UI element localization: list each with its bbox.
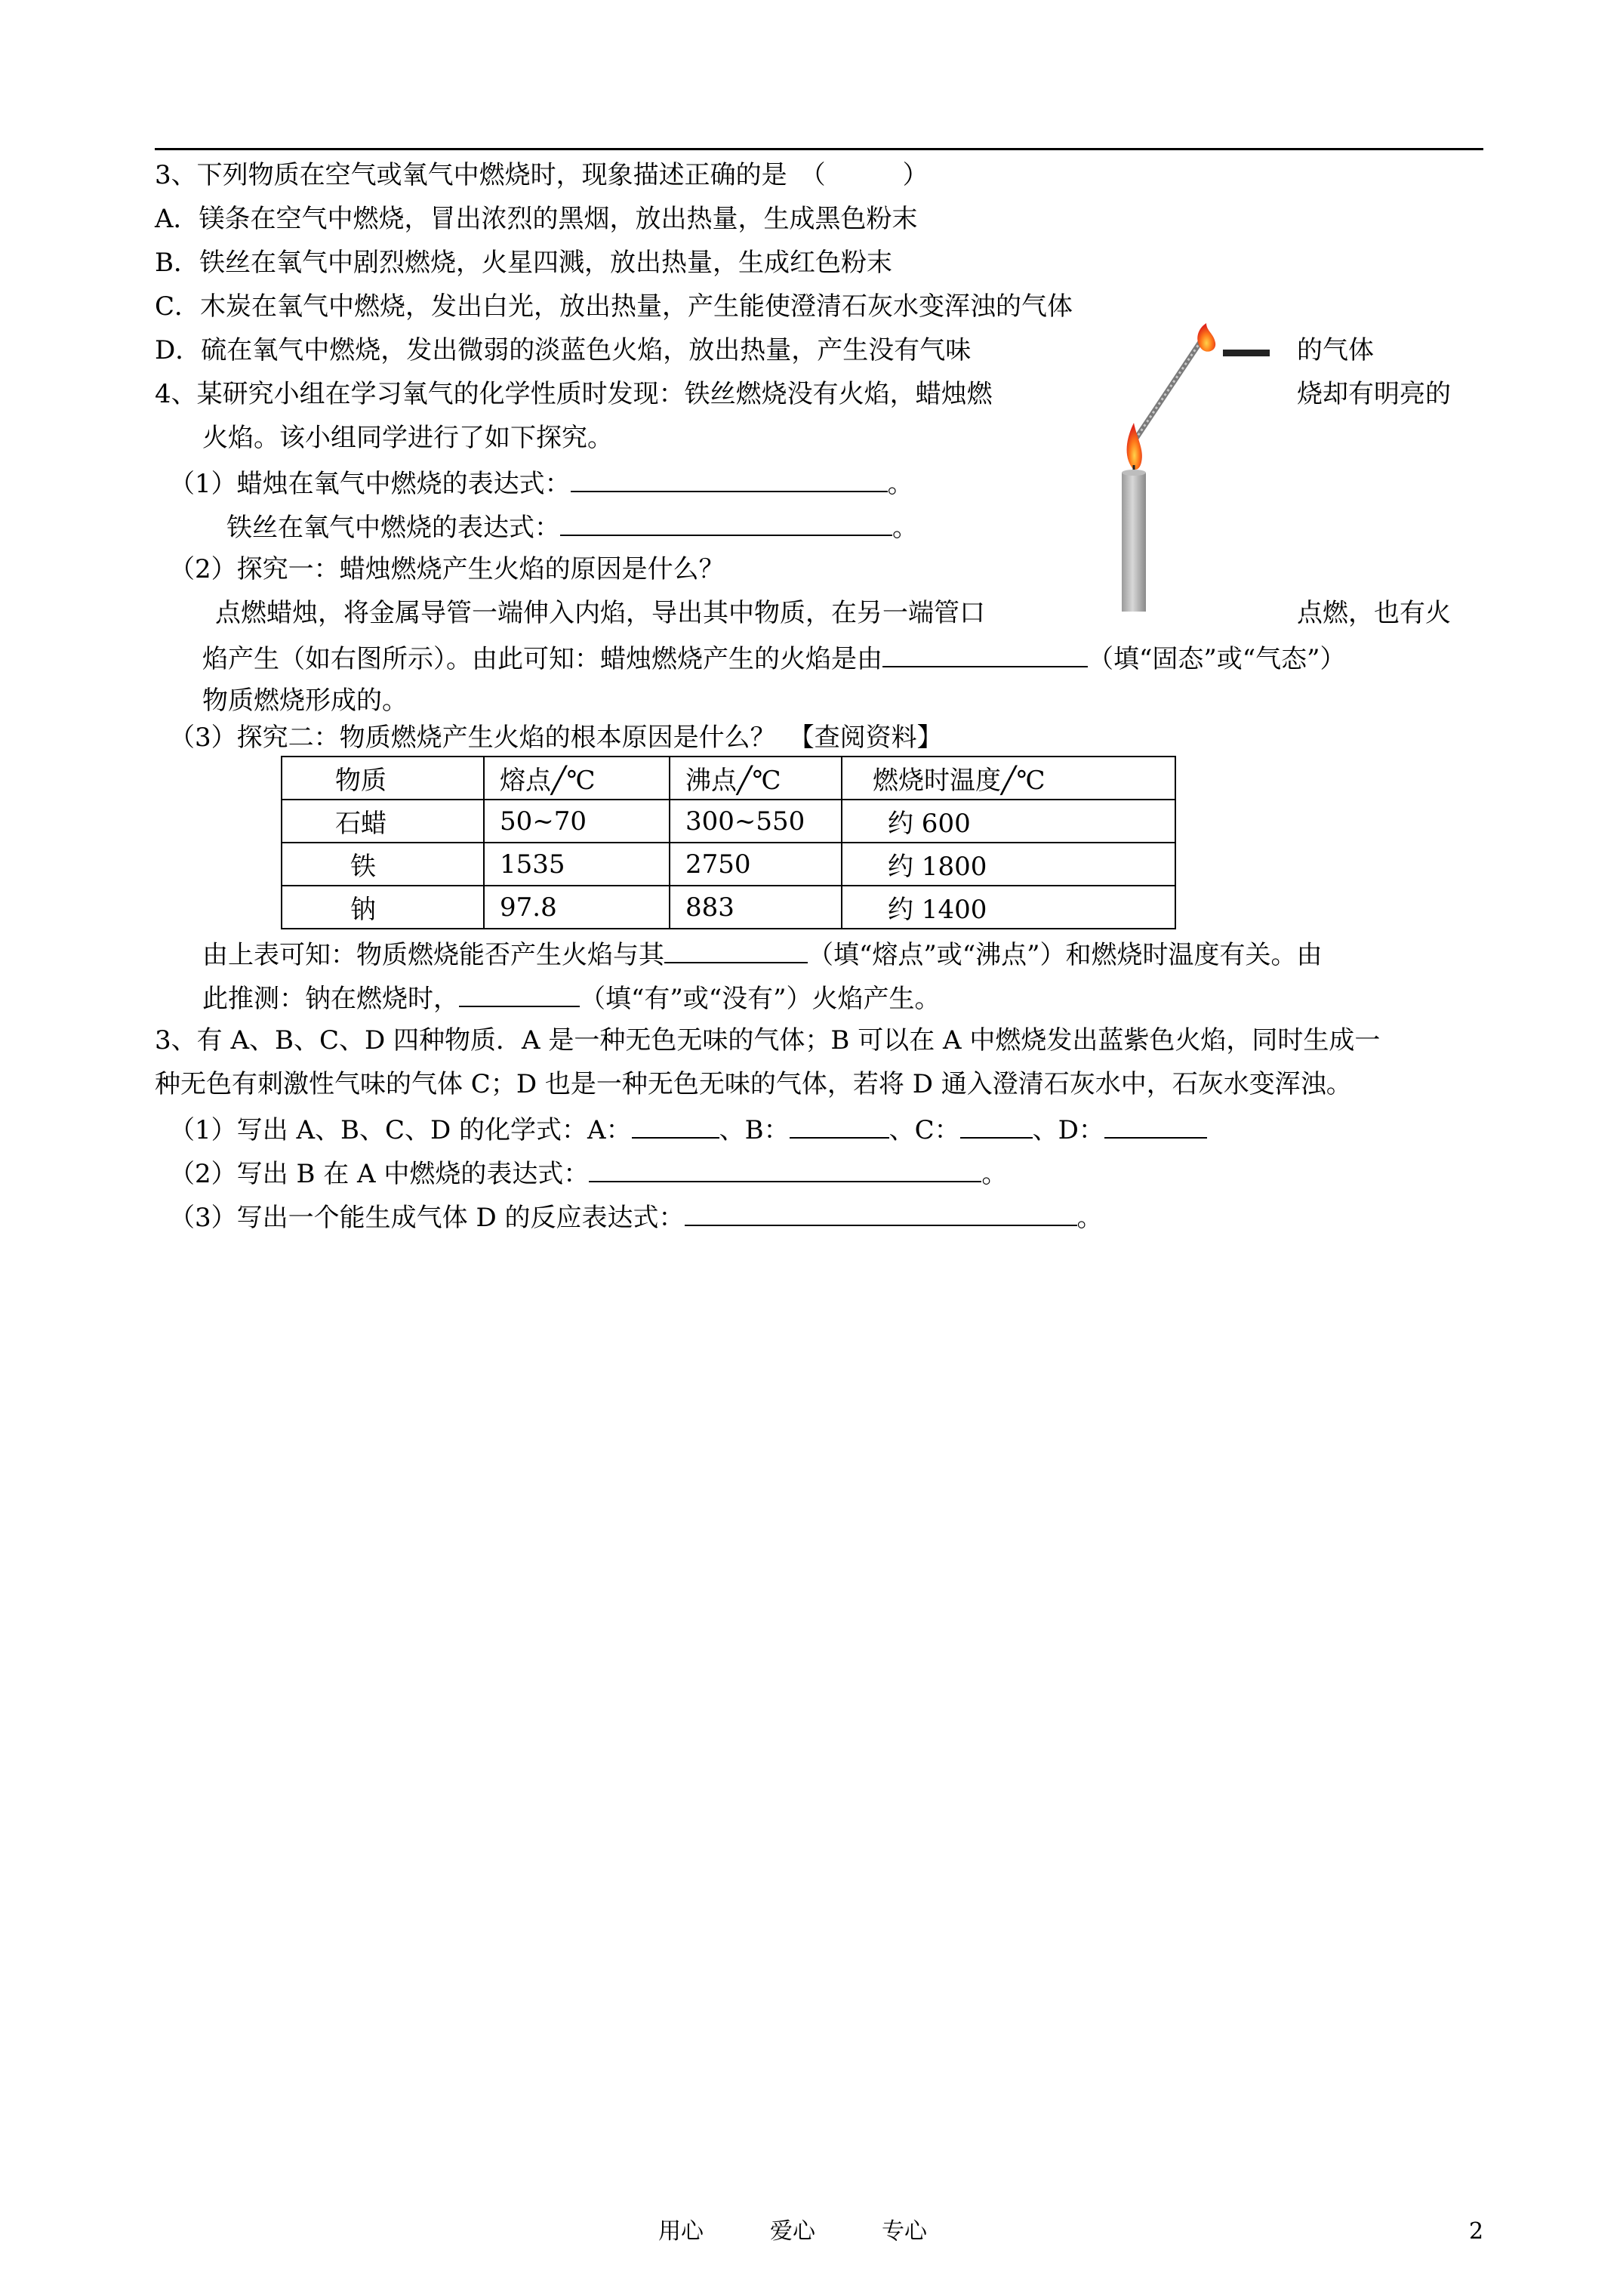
q4-sodium-flame-blank[interactable] <box>459 980 580 1007</box>
q5-part3-answer-blank[interactable] <box>685 1199 1077 1226</box>
q5-part3 <box>169 1199 1103 1234</box>
table-cell: 50~70 <box>484 800 670 843</box>
period: 。 <box>887 469 913 499</box>
q5-part2-answer-blank[interactable] <box>589 1155 981 1182</box>
table-row <box>282 843 1175 886</box>
table-cell: 2750 <box>670 843 842 886</box>
properties-table <box>281 756 1176 929</box>
metal-tube <box>1132 340 1270 444</box>
period: 。 <box>1076 1203 1103 1233</box>
table-header-row <box>282 757 1175 800</box>
q5-part2-label: （2）写出 B 在 A 中燃烧的表达式： <box>169 1159 590 1189</box>
q3-option-d: D．硫在氧气中燃烧，发出微弱的淡蓝色火焰，放出热量，产生没有气味 <box>155 335 972 365</box>
table-cell: 石蜡 <box>282 800 484 843</box>
table-row <box>282 886 1175 929</box>
q5-formula-b-blank[interactable] <box>790 1111 889 1139</box>
footer-item: 专心 <box>882 2218 927 2245</box>
candle-body <box>1122 470 1146 612</box>
q4-part2-title: （2）探究一：蜡烛燃烧产生火焰的原因是什么？ <box>169 554 725 584</box>
q3-option-d-end: 的气体 <box>1297 335 1374 365</box>
q4-conclusion-text-a: 由上表可知：物质燃烧能否产生火焰与其 <box>202 940 664 970</box>
q4-part1-candle-label: （1）蜡烛在氧气中燃烧的表达式： <box>169 469 571 499</box>
q4-stem-continued: 火焰。该小组同学进行了如下探究。 <box>202 423 613 453</box>
table-row <box>282 800 1175 843</box>
q4-conclusion-line1 <box>202 936 1323 972</box>
table-header-cell: 燃烧时温度╱℃ <box>842 757 1175 800</box>
q4-stem-start: 4、某研究小组在学习氧气的化学性质时发现：铁丝燃烧没有火焰，蜡烛燃 <box>155 379 993 409</box>
q4-part1-candle-answer-blank[interactable] <box>571 465 888 492</box>
period: 。 <box>981 1159 1008 1189</box>
q4-part2-text-e: 物质燃烧形成的。 <box>202 686 408 716</box>
footer-item: 用心 <box>658 2218 704 2245</box>
q3-option-b: B．铁丝在氧气中剧烈燃烧，火星四溅，放出热量，生成红色粉末 <box>155 248 892 278</box>
q3-option-c: C．木炭在氧气中燃烧，发出白光，放出热量，产生能使澄清石灰水变浑浊的气体 <box>155 291 1073 322</box>
candle-tube-figure <box>1110 317 1291 619</box>
q4-part2-line2 <box>202 640 1346 676</box>
q5-formula-c-blank[interactable] <box>960 1111 1033 1139</box>
q4-part3-title: （3）探究二：物质燃烧产生火焰的根本原因是什么？ 【查阅资料】 <box>169 723 943 753</box>
q4-conclusion-text-c: 此推测：钠在燃烧时， <box>202 984 459 1014</box>
q4-part2-text-b: 点燃，也有火 <box>1297 598 1451 628</box>
table-cell: 883 <box>670 886 842 929</box>
q5-formula-d-blank[interactable] <box>1104 1111 1207 1139</box>
table-cell: 约 600 <box>842 800 1175 843</box>
table-cell: 约 1800 <box>842 843 1175 886</box>
period: 。 <box>892 513 918 543</box>
page-number: 2 <box>1469 2218 1484 2245</box>
q4-part1-iron-answer-blank[interactable] <box>560 509 892 536</box>
q3-option-a: A．镁条在空气中燃烧，冒出浓烈的黑烟，放出热量，生成黑色粉末 <box>155 204 918 234</box>
table-cell: 约 1400 <box>842 886 1175 929</box>
q3-stem: 3、下列物质在空气或氧气中燃烧时，现象描述正确的是 （ ） <box>155 160 929 190</box>
q4-part2-text-c: 焰产生（如右图所示）。由此可知：蜡烛燃烧产生的火焰是由 <box>202 644 882 674</box>
q5-part2 <box>169 1155 1007 1191</box>
table-header-cell: 物质 <box>282 757 484 800</box>
q5-stem-line2: 种无色有刺激性气味的气体 C；D 也是一种无色无味的气体，若将 D 通入澄清石灰水中，石灰水变浑浊。 <box>155 1069 1352 1099</box>
q5-sep-c: 、C： <box>888 1115 960 1145</box>
q4-conclusion-text-b: （填“熔点”或“沸点”）和燃烧时温度有关。由 <box>808 940 1323 970</box>
q4-conclusion-line2 <box>202 980 941 1015</box>
q5-part1-label: （1）写出 A、B、C、D 的化学式：A： <box>169 1115 632 1145</box>
q4-part1-candle <box>169 465 913 501</box>
tube-flame <box>1197 323 1215 352</box>
q5-part3-label: （3）写出一个能生成气体 D 的反应表达式： <box>169 1203 685 1233</box>
table-header-cell: 沸点╱℃ <box>670 757 842 800</box>
q4-part2-text-a: 点燃蜡烛，将金属导管一端伸入内焰，导出其中物质，在另一端管口 <box>215 598 985 628</box>
footer-item: 爱心 <box>770 2218 815 2245</box>
q4-conclusion-text-d: （填“有”或“没有”）火焰产生。 <box>580 984 941 1014</box>
table-cell: 钠 <box>282 886 484 929</box>
table-cell: 300~550 <box>670 800 842 843</box>
q5-sep-d: 、D： <box>1032 1115 1104 1145</box>
q4-part2-state-blank[interactable] <box>882 640 1088 667</box>
q4-conclusion-point-blank[interactable] <box>664 936 808 963</box>
table-cell: 铁 <box>282 843 484 886</box>
q5-formula-a-blank[interactable] <box>632 1111 719 1139</box>
q4-part1-iron-label: 铁丝在氧气中燃烧的表达式： <box>226 513 560 543</box>
table-cell: 97.8 <box>484 886 670 929</box>
table-header-cell: 熔点╱℃ <box>484 757 670 800</box>
q5-stem-line1: 3、有 A、B、C、D 四种物质．A 是一种无色无味的气体；B 可以在 A 中燃烧发出蓝紫色火焰，同时生成一 <box>155 1025 1381 1056</box>
q5-sep-b: 、B： <box>719 1115 790 1145</box>
q4-part1-iron <box>226 509 918 544</box>
q4-stem-end: 烧却有明亮的 <box>1297 379 1451 409</box>
table-cell: 1535 <box>484 843 670 886</box>
header-rule <box>155 148 1483 150</box>
q5-part1 <box>169 1111 1207 1147</box>
q4-part2-text-d: （填“固态”或“气态”） <box>1088 644 1346 674</box>
